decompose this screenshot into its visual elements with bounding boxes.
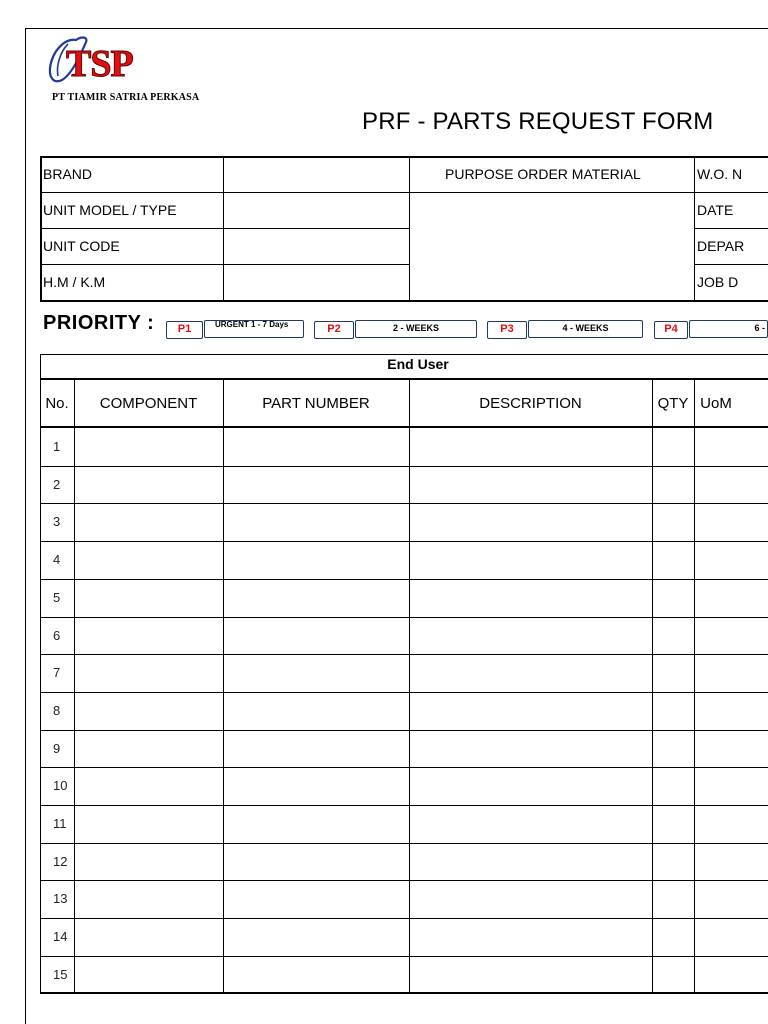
row-divider [40,767,768,768]
end-user-section-header: End User [387,356,449,372]
priority-p2-code: P2 [314,321,354,339]
unit-code-label: UNIT CODE [43,238,120,254]
date-label: DATE [697,202,734,218]
row-number: 8 [53,703,61,718]
row-number: 5 [53,590,61,605]
row-divider [40,730,768,731]
row-divider [40,992,768,994]
row-number: 11 [53,816,67,831]
col-header-description: DESCRIPTION [479,394,582,412]
col-header-qty: QTY [657,394,689,412]
row-divider [40,880,768,881]
row-divider [40,466,768,467]
row-number: 7 [53,665,61,680]
row-number: 10 [53,778,68,793]
wo-number-label: W.O. N [697,166,743,182]
priority-p4-desc: 6 - [689,320,768,338]
col-header-part-number: PART NUMBER [262,394,370,412]
row-number: 9 [53,741,61,756]
page-border-top [25,28,768,29]
company-name: PT TIAMIR SATRIA PERKASA [52,92,200,103]
hm-km-label: H.M / K.M [43,274,106,290]
row-divider [40,503,768,504]
priority-p3-code: P3 [487,321,527,339]
job-label: JOB D [697,274,739,290]
col-header-no: No. [45,394,69,412]
row-number: 13 [53,891,68,906]
row-number: 15 [53,967,68,982]
unit-model-label: UNIT MODEL / TYPE [43,202,177,218]
row-divider [40,956,768,957]
row-divider [40,617,768,618]
page-border-left [25,28,26,1024]
row-number: 3 [53,514,61,529]
col-header-uom: UoM [700,394,732,412]
row-divider [40,654,768,655]
priority-label: PRIORITY : [43,312,155,334]
priority-p1-desc: URGENT 1 - 7 Days [204,320,304,338]
row-divider [40,843,768,844]
form-title: PRF - PARTS REQUEST FORM [362,108,714,135]
col-header-component: COMPONENT [99,394,198,412]
row-divider [40,541,768,542]
priority-p3-desc: 4 - WEEKS [528,320,643,338]
priority-p1-code: P1 [166,321,203,339]
row-number: 1 [53,439,61,454]
info-grid [40,156,768,301]
brand-label: BRAND [43,166,93,182]
row-divider [40,805,768,806]
row-number: 4 [53,552,61,567]
department-label: DEPAR [697,238,745,254]
row-number: 2 [53,477,61,492]
priority-p2-desc: 2 - WEEKS [355,320,477,338]
row-number: 6 [53,628,61,643]
priority-p4-code: P4 [654,321,688,339]
row-divider [40,692,768,693]
row-number: 14 [53,929,68,944]
logo-text: TSP [66,43,133,85]
parts-table [40,354,768,994]
purpose-label: PURPOSE ORDER MATERIAL [445,166,641,182]
row-divider [40,918,768,919]
row-number: 12 [53,854,68,869]
row-divider [40,579,768,580]
